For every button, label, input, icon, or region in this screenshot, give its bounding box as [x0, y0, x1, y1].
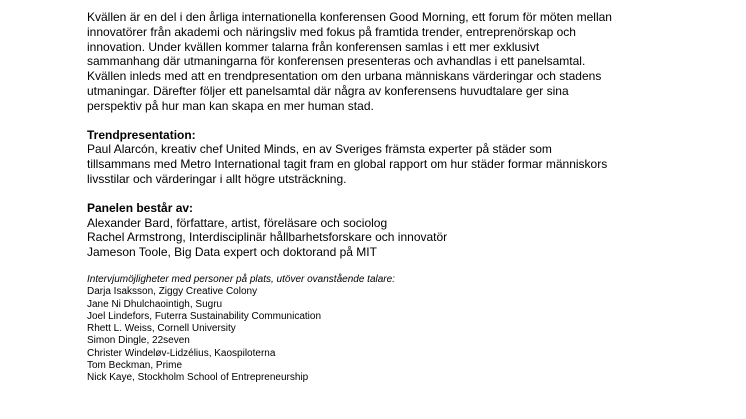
trend-heading: Trendpresentation:: [87, 127, 196, 142]
interview-person: Tom Beckman, Prime: [87, 360, 183, 372]
intro-line: innovatörer från akademi och näringsliv med fokus på framtida trender, entreprenörskap och: [87, 24, 576, 39]
intro-line: Kvällen är en del i den årliga internationella konferensen Good Morning, ett forum för möten mellan: [87, 10, 612, 24]
intro-line: Kvällen inleds med att en trendpresentation om den urbana människans värderingar och stadens: [87, 69, 602, 84]
spacer: [87, 260, 737, 274]
interview-person: Christer Windeløv-Lidzélius, Kaospiloterna: [87, 347, 276, 359]
interview-person: Nick Kaye, Stockholm School of Entrepreneurship: [87, 372, 309, 384]
panel-member: Jameson Toole, Big Data expert och doktorand på MIT: [87, 245, 377, 260]
interview-list: [87, 274, 737, 385]
intro-line: perspektiv på hur man kan skapa en mer human stad.: [87, 98, 374, 113]
document-page: [87, 10, 737, 385]
panel-member: Rachel Armstrong, Interdisciplinär hållbarhetsforskare och innovatör: [87, 230, 448, 245]
intro-line: sammanhang där utmaningarna för konferensen presenteras och avhandlas i ett panelsamtal.: [87, 54, 586, 69]
trend-paragraph: [87, 142, 737, 186]
panel-list: [87, 216, 737, 260]
interview-person: Simon Dingle, 22seven: [87, 335, 190, 347]
trend-line: Paul Alarcón, kreativ chef United Minds, en av Sveriges främsta experter på städer som: [87, 142, 552, 157]
panel-member: Alexander Bard, författare, artist, föreläsare och sociolog: [87, 215, 388, 230]
interview-person: Darja Isaksson, Ziggy Creative Colony: [87, 286, 258, 298]
interview-person: Joel Lindefors, Futerra Sustainability Communication: [87, 310, 321, 322]
interview-person: Jane Ni Dhulchaointigh, Sugru: [87, 298, 223, 310]
panel-heading: Panelen består av:: [87, 200, 194, 215]
interview-person: Rhett L. Weiss, Cornell University: [87, 323, 236, 335]
trend-line: tillsammans med Metro International tagit fram en global rapport om hur städer formar människors: [87, 157, 608, 172]
trend-line: livsstilar och värderingar i allt högre utsträckning.: [87, 171, 347, 186]
spacer: [87, 114, 737, 128]
interview-caption: Intervjumöjligheter med personer på plats, utöver ovanstående talare:: [87, 273, 395, 285]
intro-paragraph: [87, 10, 737, 114]
intro-line: utmaningar. Därefter följer ett panelsamtal där några av konferensens huvudtalare ger sina: [87, 83, 569, 98]
intro-line: innovation. Under kvällen kommer talarna från konferensen samlas i ett mer exklusivt: [87, 39, 540, 54]
spacer: [87, 187, 737, 201]
